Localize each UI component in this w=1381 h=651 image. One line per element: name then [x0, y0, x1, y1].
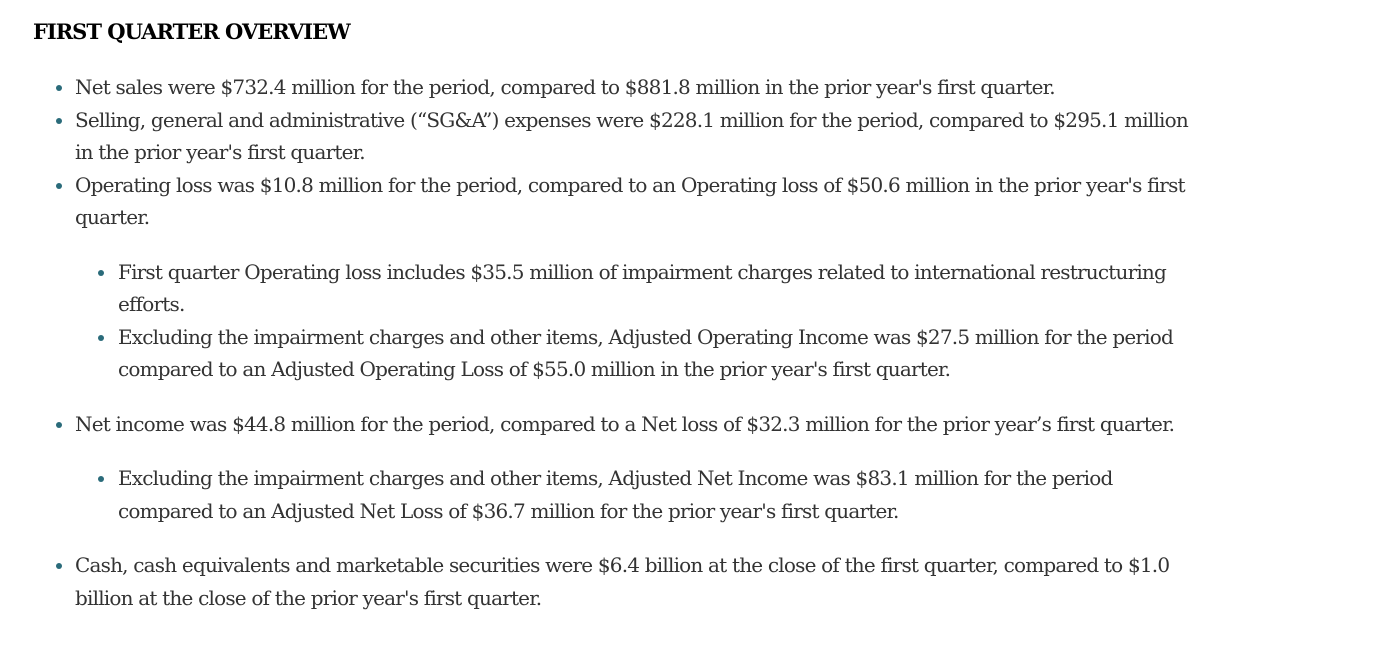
bullet-dot-icon	[98, 270, 104, 276]
overview-section	[33, 17, 1193, 614]
bullet-text: Net income was $44.8 million for the period, compared to a Net loss of $32.3 million for the prior year’s first quarter.	[75, 411, 1175, 436]
sub-bullet-text: First quarter Operating loss includes $35.5 million of impairment charges related to international restructuring efforts.	[118, 259, 1167, 316]
bullet-dot-icon	[98, 476, 104, 482]
operating-loss-sub-list	[75, 256, 1193, 386]
bullet-item-cash	[33, 549, 1193, 614]
bullet-dot-icon	[56, 118, 62, 124]
bullet-item-sga	[33, 104, 1193, 169]
bullet-text: Net sales were $732.4 million for the period, compared to $881.8 million in the prior year's first quarter.	[75, 75, 1055, 99]
bullet-dot-icon	[56, 183, 62, 189]
sub-bullet-item-adjusted-operating	[75, 321, 1193, 386]
overview-bullet-list	[33, 71, 1193, 614]
bullet-dot-icon	[56, 85, 62, 91]
bullet-dot-icon	[56, 422, 62, 428]
bullet-item-net-sales	[33, 71, 1193, 104]
bullet-item-operating-loss	[33, 169, 1193, 386]
sub-bullet-item-adjusted-net-income	[75, 462, 1193, 527]
sub-bullet-item-impairment	[75, 256, 1193, 321]
section-heading: FIRST QUARTER OVERVIEW	[33, 19, 350, 44]
bullet-text: Operating loss was $10.8 million for the period, compared to an Operating loss of $50.6 million in the prior year's first quarter.	[75, 172, 1185, 229]
bullet-text: Selling, general and administrative (“SG&A”) expenses were $228.1 million for the period, compared to $295.1 million in the prior year's first quarter.	[75, 107, 1188, 164]
bullet-dot-icon	[56, 563, 62, 569]
net-income-sub-list	[75, 462, 1193, 527]
sub-bullet-text: Excluding the impairment charges and other items, Adjusted Net Income was $83.1 million for the period compared to an Adjusted Net Loss of $36.7 million for the prior year's first quarter.	[118, 466, 1113, 523]
bullet-text: Cash, cash equivalents and marketable securities were $6.4 billion at the close of the first quarter, compared to $1.0 billion at the close of the prior year's first quarter.	[75, 553, 1170, 610]
bullet-item-net-income	[33, 408, 1193, 528]
bullet-dot-icon	[98, 335, 104, 341]
sub-bullet-text: Excluding the impairment charges and other items, Adjusted Operating Income was $27.5 million for the period compared to an Adjusted Operating Loss of $55.0 million in the prior year's first quarter.	[118, 324, 1173, 381]
